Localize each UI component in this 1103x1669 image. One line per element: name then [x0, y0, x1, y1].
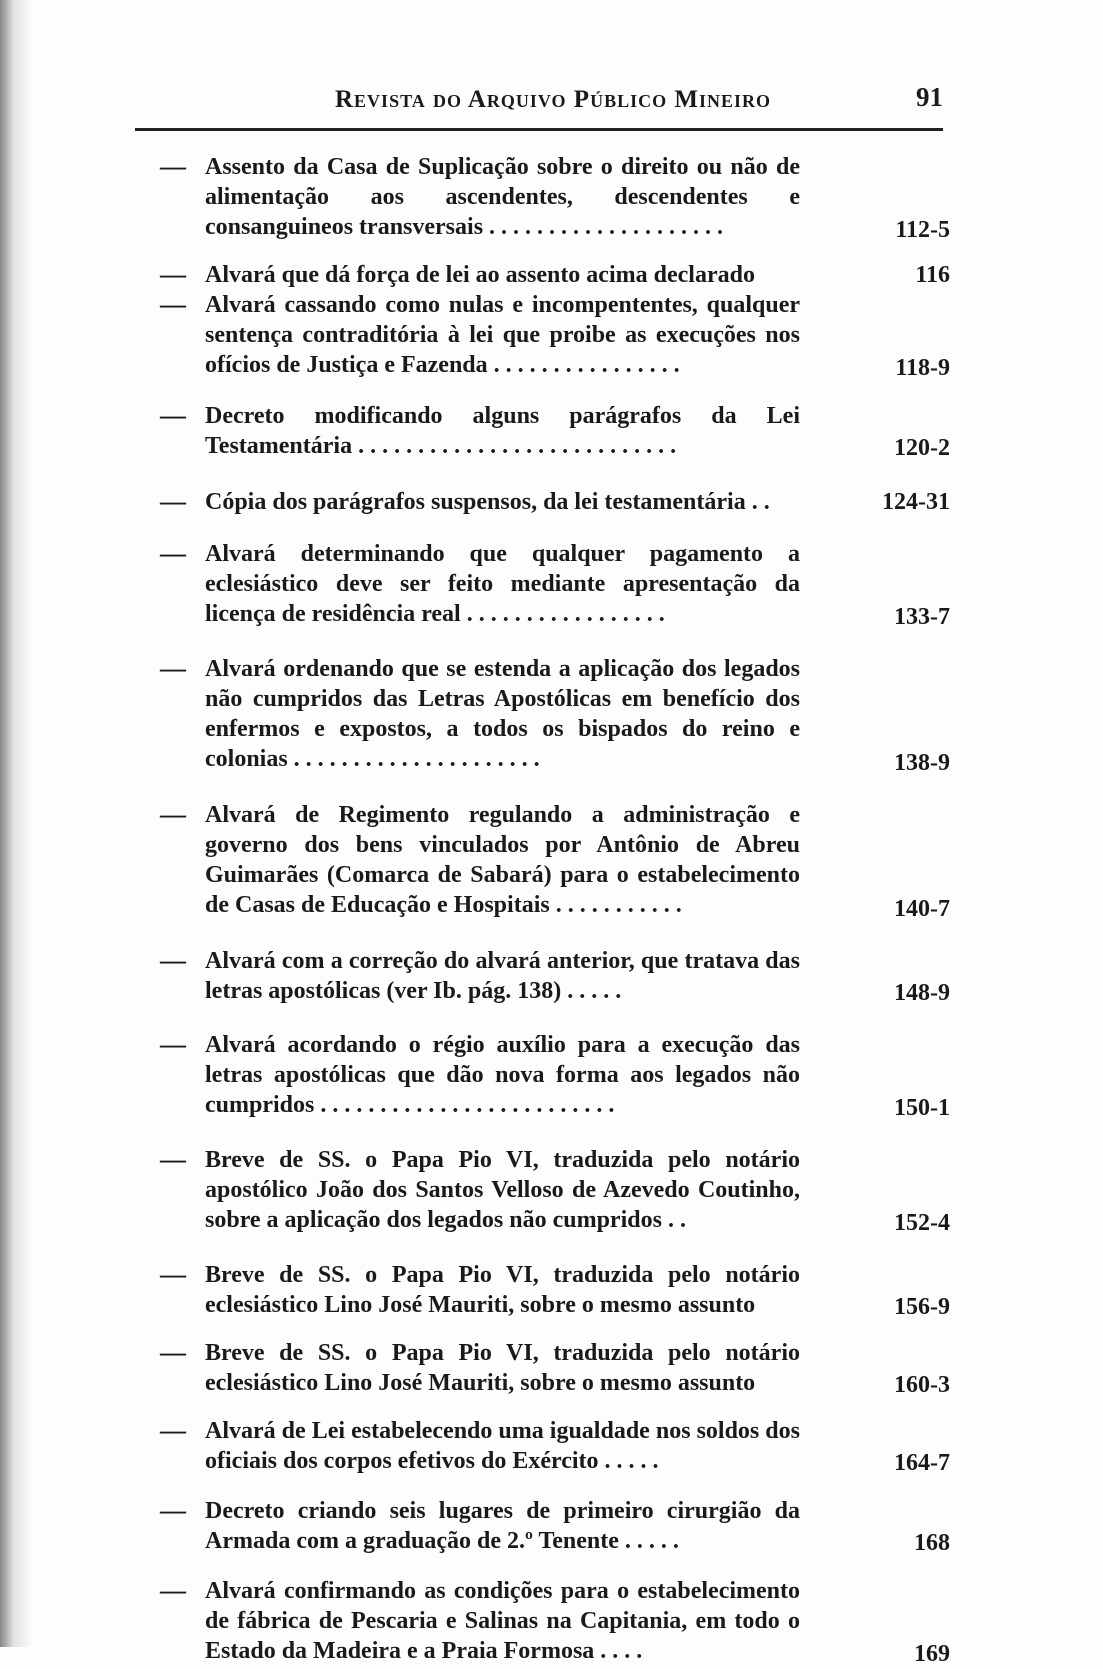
entry-pages: 140-7	[894, 896, 950, 922]
entry-dash: —	[160, 800, 186, 829]
entry-text: Cópia dos parágrafos suspensos, da lei testamentária . .	[205, 489, 770, 515]
entry-dash: —	[160, 1416, 186, 1445]
table-of-contents	[160, 152, 950, 1669]
entry-dash: —	[160, 1260, 186, 1289]
entry-text: Alvará acordando o régio auxílio para a execução das letras apostólicas que dão nova forma aos legados não cumpridos . . . . . . . . . . . . . . . . . . . . . . . . .	[205, 1032, 800, 1118]
entry-dash: —	[160, 1496, 186, 1525]
entry-dash: —	[160, 1338, 186, 1367]
entry-text: Breve de SS. o Papa Pio VI, traduzida pelo notário eclesiástico Lino José Mauriti, sobre o mesmo assunto	[205, 1262, 800, 1318]
entry-text: Assento da Casa de Suplicação sobre o direito ou não de alimentação aos ascendentes, descendentes e consanguineos transversais . . . . . . . . . . . . . . . . . . . .	[205, 154, 800, 240]
toc-entry	[160, 487, 950, 517]
toc-entry	[160, 800, 950, 924]
entry-dash: —	[160, 946, 186, 975]
entry-pages: 133-7	[894, 604, 950, 630]
entry-pages: 116	[915, 262, 950, 288]
entry-text: Breve de SS. o Papa Pio VI, traduzida pelo notário apostólico João dos Santos Velloso de Azevedo Coutinho, sobre a aplicação dos legados não cumpridos . .	[205, 1147, 800, 1233]
entry-pages: 168	[914, 1530, 950, 1556]
entry-text: Alvará confirmando as condições para o estabelecimento de fábrica de Pescaria e Salinas na Capitania, em todo o Estado da Madeira e a Praia Formosa . . . .	[205, 1578, 800, 1664]
entry-text: Decreto modificando alguns parágrafos da Lei Testamentária . . . . . . . . . . . . . . . . . . . . . . . . . . .	[205, 403, 800, 459]
entry-pages: 112-5	[895, 217, 950, 243]
scan-edge-shadow	[0, 0, 34, 1647]
toc-entry	[160, 539, 950, 632]
entry-pages: 150-1	[894, 1095, 950, 1121]
page-header	[135, 78, 943, 128]
entry-text: Alvará ordenando que se estenda a aplicação dos legados não cumpridos das Letras Apostólicas em benefício dos enfermos e expostos, a todos os bispados do reino e colonias . . . . . . . . . . . . . . . . . . . . .	[205, 656, 800, 772]
entry-dash: —	[160, 260, 186, 289]
entry-text: Alvará determinando que qualquer pagamento a eclesiástico deve ser feito mediante apresentação da licença de residência real . . . . . . . . . . . . . . . . .	[205, 541, 800, 627]
toc-entry	[160, 1416, 950, 1478]
entry-dash: —	[160, 1576, 186, 1605]
toc-entry	[160, 654, 950, 778]
entry-pages: 156-9	[894, 1294, 950, 1320]
entry-dash: —	[160, 487, 186, 516]
page-number: 91	[916, 82, 943, 112]
entry-pages: 138-9	[894, 750, 950, 776]
toc-entry	[160, 1338, 950, 1400]
entry-pages: 169	[914, 1641, 950, 1667]
entry-dash: —	[160, 654, 186, 683]
toc-entry	[160, 1030, 950, 1123]
entry-dash: —	[160, 401, 186, 430]
entry-dash: —	[160, 152, 186, 181]
entry-text: Alvará cassando como nulas e incompententes, qualquer sentença contraditória à lei que proibe as execuções nos ofícios de Justiça e Fazenda . . . . . . . . . . . . . . . .	[205, 292, 800, 378]
entry-pages: 148-9	[894, 980, 950, 1006]
entry-text: Alvará com a correção do alvará anterior, que tratava das letras apostólicas (ver Ib. pág. 138) . . . . .	[205, 948, 800, 1004]
toc-entry	[160, 152, 950, 245]
toc-entry	[160, 260, 950, 290]
entry-dash: —	[160, 290, 186, 319]
toc-entry	[160, 946, 950, 1008]
toc-entry	[160, 1496, 950, 1558]
toc-entry	[160, 1145, 950, 1238]
entry-dash: —	[160, 1145, 186, 1174]
entry-pages: 160-3	[894, 1372, 950, 1398]
header-rule	[135, 128, 943, 131]
toc-entry	[160, 290, 950, 383]
entry-pages: 124-31	[882, 489, 950, 515]
entry-text: Decreto criando seis lugares de primeiro cirurgião da Armada com a graduação de 2.º Tenente . . . . .	[205, 1498, 800, 1554]
entry-pages: 164-7	[894, 1450, 950, 1476]
entry-text: Alvará de Lei estabelecendo uma igualdade nos soldos dos oficiais dos corpos efetivos do Exército . . . . .	[205, 1418, 800, 1474]
toc-entry	[160, 401, 950, 463]
entry-pages: 120-2	[894, 435, 950, 461]
entry-dash: —	[160, 1030, 186, 1059]
entry-pages: 118-9	[895, 355, 950, 381]
toc-entry	[160, 1260, 950, 1322]
entry-dash: —	[160, 539, 186, 568]
entry-pages: 152-4	[894, 1210, 950, 1236]
entry-text: Alvará de Regimento regulando a administração e governo dos bens vinculados por Antônio de Abreu Guimarães (Comarca de Sabará) para o estabelecimento de Casas de Educação e Hospitais . . . . . . . . . . .	[205, 802, 800, 918]
running-title: Revista do Arquivo Público Mineiro	[335, 86, 771, 113]
toc-entry	[160, 1576, 950, 1669]
entry-text: Breve de SS. o Papa Pio VI, traduzida pelo notário eclesiástico Lino José Mauriti, sobre o mesmo assunto	[205, 1340, 800, 1396]
entry-text: Alvará que dá força de lei ao assento acima declarado	[205, 262, 755, 288]
